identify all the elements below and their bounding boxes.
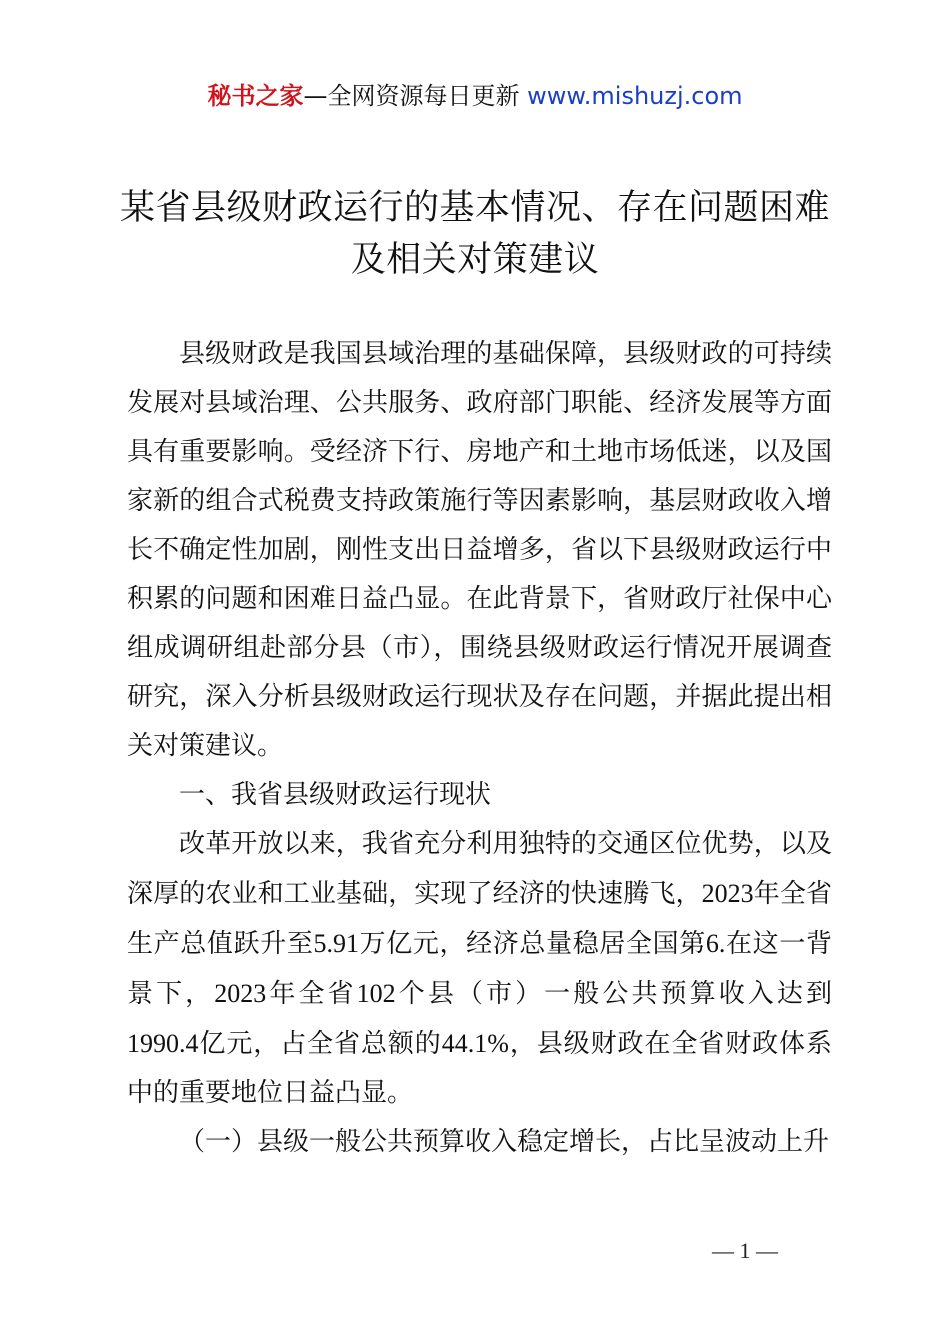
site-brand: 秘书之家 <box>207 82 304 110</box>
site-url[interactable]: www.mishuzj.com <box>527 82 743 110</box>
section-heading-1: 一、我省县级财政运行现状 <box>179 780 492 810</box>
page-number: — 1 — <box>712 1238 778 1263</box>
site-header <box>0 80 950 112</box>
subsection-heading-1: （一）县级一般公共预算收入稳定增长，占比呈波动上升 <box>179 1127 830 1157</box>
document-body <box>127 330 832 1167</box>
paragraph-intro: 县级财政是我国县域治理的基础保障，县级财政的可持续发展对县域治理、公共服务、政府部门职能、经济发展等方面具有重要影响。受经济下行、房地产和土地市场低迷，以及国家新的组合式税费支持政策施行等因素影响，基层财政收入增长不确定性加剧，刚性支出日益增多，省以下县级财政运行中积累的问题和困难日益凸显。在此背景下，省财政厅社保中心组成调研组赴部分县（市），围绕县级财政运行情况开展调查研究，深入分析县级财政运行现状及存在问题，并据此提出相关对策建议。 <box>127 339 832 761</box>
document-title <box>120 182 830 286</box>
title-line-2: 及相关对策建议 <box>350 240 600 280</box>
title-line-1: 某省县级财政运行的基本情况、存在问题困难 <box>120 188 831 228</box>
paragraph-status: 改革开放以来，我省充分利用独特的交通区位优势，以及深厚的农业和工业基础，实现了经济的快速腾飞，2023年全省生产总值跃升至5.91万亿元，经济总量稳居全国第6.在这一背景下，2023年全省102个县（市）一般公共预算收入达到1990.4亿元，占全省总额的44.1%，县级财政在全省财政体系中的重要地位日益凸显。 <box>127 829 832 1108</box>
site-slogan: —全网资源每日更新 <box>303 82 528 110</box>
